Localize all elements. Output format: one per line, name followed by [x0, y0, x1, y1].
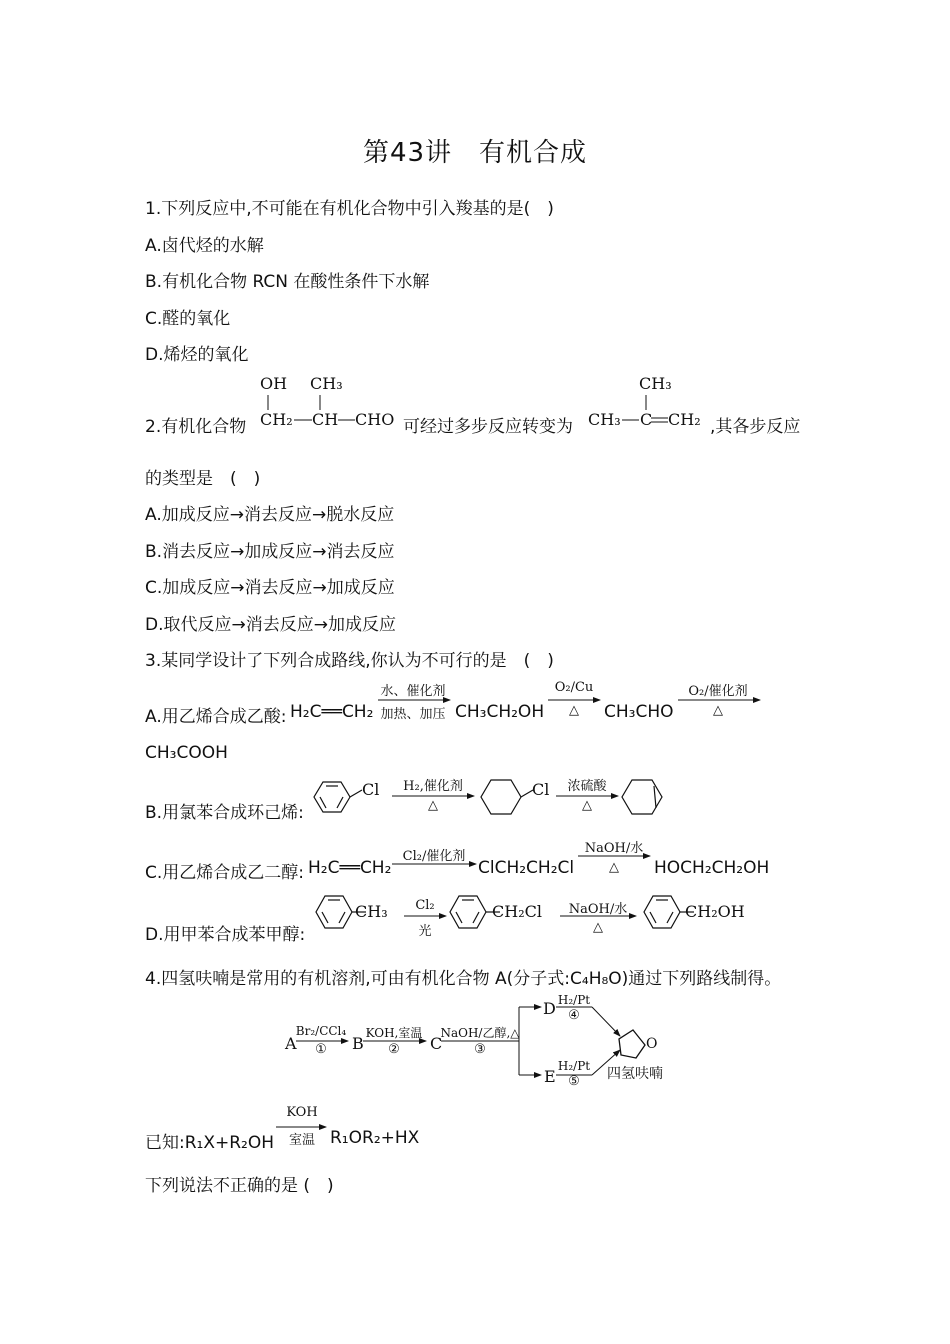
q4-D: D — [543, 999, 556, 1018]
q3b-cl2: Cl — [532, 780, 550, 799]
q3a-p3: CH₃COOH — [145, 743, 228, 763]
q3c-arrow2-bottom: △ — [609, 860, 619, 875]
q3b-benzene-ring — [314, 782, 362, 812]
q3b-arrow1-bottom: △ — [428, 798, 438, 813]
q3a-arrow3-bottom: △ — [713, 703, 723, 718]
q3a-arrow1-bottom: 加热、加压 — [380, 707, 446, 722]
q3b-cyclohexene-ring — [622, 780, 662, 814]
q3-stem: 3.某同学设计了下列合成路线,你认为不可行的是 ( ) — [145, 651, 554, 671]
q1-option-b: B.有机化合物 RCN 在酸性条件下水解 — [145, 272, 430, 292]
q3a-label: A.用乙烯合成乙酸: — [145, 707, 287, 727]
q3b-cyclohexane-ring — [481, 780, 533, 814]
q2-line2: 的类型是 ( ) — [145, 469, 261, 489]
q4-B: B — [352, 1034, 364, 1053]
q1-option-d: D.烯烃的氧化 — [145, 345, 249, 365]
q3d-g3: CH₂OH — [685, 902, 745, 921]
q4-known-arrow-top: KOH — [286, 1105, 318, 1120]
q2-s2-ch3-top: CH₃ — [639, 374, 672, 393]
q3d-arrow1-top: Cl₂ — [415, 898, 435, 913]
q3a-arrow2-top: O₂/Cu — [554, 680, 594, 695]
q1-stem: 1.下列反应中,不可能在有机化合物中引入羧基的是( ) — [145, 199, 554, 219]
q3d-arrow2-top: NaOH/水 — [568, 902, 628, 917]
q4-thf-ring — [619, 1030, 645, 1058]
q2-s1-cho: CHO — [355, 410, 395, 429]
q3d-label: D.用甲苯合成苯甲醇: — [145, 925, 306, 945]
q3a-p2: CH₃CHO — [604, 702, 674, 722]
q2-s1-ch: CH — [312, 410, 339, 429]
q2-option-a: A.加成反应→消去反应→脱水反应 — [145, 505, 395, 525]
q3a-p1: CH₃CH₂OH — [455, 702, 545, 722]
q3d-arrow2-bottom: △ — [593, 920, 603, 935]
q4-A: A — [285, 1034, 297, 1053]
q2-s1-oh: OH — [260, 374, 288, 393]
q2-s2-ch3: CH₃ — [588, 410, 621, 429]
q2-s2-ch2: CH₂ — [668, 410, 701, 429]
q3a-start: H₂C══CH₂ — [290, 702, 374, 722]
page-title: 第43讲 有机合成 — [362, 138, 588, 168]
q3c-start: H₂C══CH₂ — [308, 858, 392, 878]
q2-suffix: ,其各步反应 — [710, 417, 801, 437]
q4-r5-top: H₂/Pt — [557, 1059, 591, 1073]
q3b-arrow1-top: H₂,催化剂 — [403, 779, 463, 794]
q3b-cl1: Cl — [362, 780, 380, 799]
q3b-label: B.用氯苯合成环己烯: — [145, 803, 304, 823]
q4-r3-top: NaOH/乙醇,△ — [440, 1026, 520, 1040]
q4-r3-bottom: ③ — [474, 1042, 486, 1057]
q4-stem: 4.四氢呋喃是常用的有机溶剂,可由有机化合物 A(分子式:C₄H₈O)通过下列路线制得。 — [145, 969, 782, 989]
q3d-benzyl-chloride-ring — [450, 896, 500, 928]
q4-r4-top: H₂/Pt — [557, 993, 591, 1007]
q4-known-suffix: R₁OR₂+HX — [330, 1128, 420, 1148]
q3d-benzyl-alcohol-ring — [644, 896, 694, 928]
q3b-arrow2-top: 浓硫酸 — [567, 779, 607, 794]
q3a-arrow2-bottom: △ — [569, 703, 579, 718]
q4-r4-bottom: ④ — [568, 1008, 580, 1023]
q1-option-c: C.醛的氧化 — [145, 309, 231, 329]
q4-product-name: 四氢呋喃 — [607, 1066, 663, 1082]
q4-arrow5-diag — [592, 1050, 620, 1075]
q4-r1-top: Br₂/CCl₄ — [295, 1024, 347, 1038]
q3a-arrow3-top: O₂/催化剂 — [688, 684, 748, 699]
q2-s2-c: C — [640, 410, 653, 429]
q1-option-a: A.卤代烃的水解 — [145, 236, 264, 256]
q2-s1-ch3: CH₃ — [310, 374, 343, 393]
q3a-arrow1-top: 水、催化剂 — [380, 684, 446, 699]
q4-r2-bottom: ② — [388, 1042, 400, 1057]
q2-option-c: C.加成反应→消去反应→加成反应 — [145, 578, 395, 598]
q3c-label: C.用乙烯合成乙二醇: — [145, 863, 305, 883]
q3d-g1: CH₃ — [355, 902, 388, 921]
q4-arrow4-diag — [592, 1007, 620, 1036]
q4-E: E — [544, 1067, 556, 1086]
q4-r2-top: KOH,室温 — [365, 1026, 423, 1040]
q3c-arrow1-top: Cl₂/催化剂 — [402, 849, 466, 864]
q4-known-prefix: 已知:R₁X+R₂OH — [145, 1133, 275, 1153]
q3c-arrow2-top: NaOH/水 — [584, 841, 644, 856]
q4-r5-bottom: ⑤ — [568, 1074, 580, 1089]
q2-middle: 可经过多步反应转变为 — [403, 417, 573, 437]
q4-r1-bottom: ① — [315, 1042, 327, 1057]
q3c-p2: HOCH₂CH₂OH — [654, 858, 770, 878]
q4-question: 下列说法不正确的是 ( ) — [145, 1176, 334, 1196]
q4-ring-O: O — [646, 1036, 658, 1052]
q4-C: C — [430, 1034, 443, 1053]
q2-option-d: D.取代反应→消去反应→加成反应 — [145, 615, 396, 635]
q3d-arrow1-bottom: 光 — [418, 924, 432, 939]
q2-s1-ch2: CH₂ — [260, 410, 293, 429]
q3b-arrow2-bottom: △ — [582, 798, 592, 813]
q4-known-arrow-bottom: 室温 — [288, 1133, 315, 1148]
q3d-toluene-ring — [316, 896, 366, 928]
q3d-g2: CH₂Cl — [492, 902, 542, 921]
q2-prefix: 2.有机化合物 — [145, 417, 247, 437]
q2-option-b: B.消去反应→加成反应→消去反应 — [145, 542, 395, 562]
q3c-p1: ClCH₂CH₂Cl — [478, 858, 575, 878]
